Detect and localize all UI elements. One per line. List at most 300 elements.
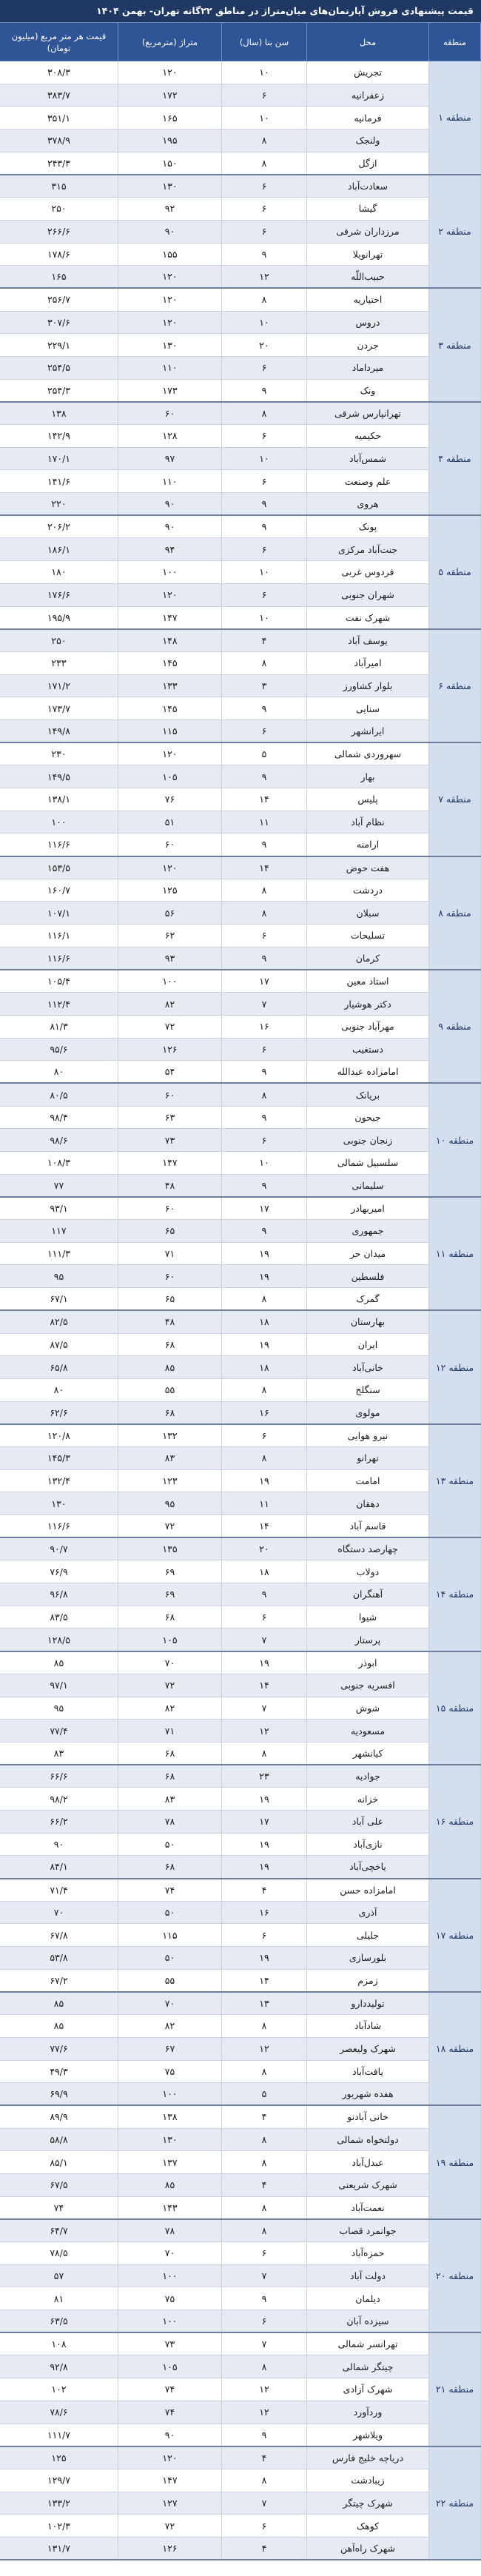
age-cell: ۱۸ — [222, 1356, 307, 1379]
district-cell: منطقه ۱۲ — [429, 1310, 481, 1423]
age-cell: ۷ — [222, 2264, 307, 2287]
area-cell: ۱۰۰ — [118, 2310, 222, 2333]
table-row — [0, 833, 481, 856]
district-cell: منطقه ۲۰ — [429, 2219, 481, 2332]
price-cell: ۸۵/۱ — [0, 2151, 118, 2174]
price-cell: ۱۰۵/۴ — [0, 970, 118, 993]
table-row — [0, 1446, 481, 1469]
price-cell: ۶۶/۲ — [0, 1810, 118, 1833]
price-cell: ۶۷/۱ — [0, 1288, 118, 1311]
price-cell: ۱۱۶/۶ — [0, 1515, 118, 1538]
place-cell: دروس — [307, 311, 429, 334]
price-cell: ۲۵۴/۵ — [0, 356, 118, 379]
age-cell: ۱۰ — [222, 311, 307, 334]
place-cell: تهرانپارس شرقی — [307, 402, 429, 425]
place-cell: جنت‌آباد مرکزی — [307, 538, 429, 561]
table-row — [0, 765, 481, 788]
table-row — [0, 1901, 481, 1924]
area-cell: ۴۸ — [118, 1174, 222, 1197]
area-cell: ۷۴ — [118, 1879, 222, 1902]
price-cell: ۱۷۸/۶ — [0, 243, 118, 266]
table-row — [0, 856, 481, 879]
place-cell: مهرآباد جنوبی — [307, 1015, 429, 1038]
age-cell: ۱۹ — [222, 1265, 307, 1288]
area-cell: ۷۳ — [118, 2332, 222, 2355]
age-cell: ۶ — [222, 583, 307, 606]
age-cell: ۶ — [222, 198, 307, 221]
age-cell: ۱۹ — [222, 1947, 307, 1970]
table-row — [0, 1424, 481, 1447]
area-cell: ۴۸ — [118, 1310, 222, 1333]
place-cell: میدان حر — [307, 1242, 429, 1265]
area-cell: ۱۱۵ — [118, 1924, 222, 1947]
area-cell: ۶۸ — [118, 1401, 222, 1424]
area-cell: ۱۰۰ — [118, 2264, 222, 2287]
place-cell: زعفرانیه — [307, 84, 429, 107]
table-row — [0, 447, 481, 470]
table-row — [0, 2287, 481, 2310]
area-cell: ۱۴۷ — [118, 1152, 222, 1175]
age-cell: ۵ — [222, 2083, 307, 2106]
age-cell: ۸ — [222, 152, 307, 175]
place-cell: جمهوری — [307, 1220, 429, 1243]
price-cell: ۱۳۲/۴ — [0, 1469, 118, 1492]
area-cell: ۱۲۰ — [118, 583, 222, 606]
area-cell: ۱۵۵ — [118, 243, 222, 266]
area-cell: ۷۱ — [118, 1720, 222, 1743]
area-cell: ۵۵ — [118, 1969, 222, 1992]
price-cell: ۱۴۹/۵ — [0, 765, 118, 788]
area-cell: ۵۰ — [118, 1947, 222, 1970]
table-row — [0, 402, 481, 425]
price-cell: ۷۰ — [0, 1901, 118, 1924]
age-cell: ۱۹ — [222, 1651, 307, 1674]
price-cell: ۶۳/۵ — [0, 2310, 118, 2333]
price-cell: ۲۵۴/۳ — [0, 379, 118, 402]
place-cell: ابوذر — [307, 1651, 429, 1674]
table-row — [0, 2060, 481, 2083]
place-cell: فردوس غربی — [307, 561, 429, 584]
price-cell: ۱۲۹/۷ — [0, 2469, 118, 2492]
table-row — [0, 1265, 481, 1288]
age-cell: ۳ — [222, 674, 307, 697]
table-row — [0, 970, 481, 993]
table-row — [0, 1152, 481, 1175]
age-cell: ۹ — [222, 1174, 307, 1197]
place-cell: سلسبیل شمالی — [307, 1152, 429, 1175]
table-row — [0, 1537, 481, 1560]
price-cell: ۲۴۳/۳ — [0, 152, 118, 175]
area-cell: ۱۲۰ — [118, 266, 222, 289]
table-row — [0, 1720, 481, 1743]
table-row — [0, 470, 481, 493]
area-cell: ۱۳۷ — [118, 2151, 222, 2174]
price-cell: ۹۰/۷ — [0, 1537, 118, 1560]
area-cell: ۶۰ — [118, 833, 222, 856]
area-cell: ۱۴۵ — [118, 697, 222, 720]
place-cell: شادآباد — [307, 2015, 429, 2038]
price-cell: ۲۵۰ — [0, 198, 118, 221]
area-cell: ۶۰ — [118, 1265, 222, 1288]
table-row — [0, 243, 481, 266]
price-cell: ۶۲/۶ — [0, 1401, 118, 1424]
age-cell: ۶ — [222, 2242, 307, 2265]
age-cell: ۱۶ — [222, 1015, 307, 1038]
place-cell: بلورسازی — [307, 1947, 429, 1970]
price-cell: ۸۵ — [0, 1651, 118, 1674]
place-cell: حبیب‌اللّه — [307, 266, 429, 289]
place-cell: ایران — [307, 1333, 429, 1356]
table-row — [0, 288, 481, 311]
table-row — [0, 1674, 481, 1697]
place-cell: جیحون — [307, 1106, 429, 1129]
place-cell: امامت — [307, 1469, 429, 1492]
district-cell: منطقه ۹ — [429, 970, 481, 1083]
area-cell: ۷۸ — [118, 2219, 222, 2242]
district-cell: منطقه ۵ — [429, 515, 481, 628]
area-cell: ۸۲ — [118, 993, 222, 1016]
place-cell: گیشا — [307, 198, 429, 221]
area-cell: ۹۲ — [118, 198, 222, 221]
place-cell: نیرو هوایی — [307, 1424, 429, 1447]
area-cell: ۹۰ — [118, 220, 222, 243]
place-cell: تهرانویلا — [307, 243, 429, 266]
table-row — [0, 1083, 481, 1106]
age-cell: ۱۷ — [222, 970, 307, 993]
area-cell: ۶۰ — [118, 1083, 222, 1106]
area-cell: ۷۳ — [118, 1129, 222, 1152]
table-row — [0, 1969, 481, 1992]
age-cell: ۹ — [222, 493, 307, 516]
age-cell: ۶ — [222, 1038, 307, 1061]
place-cell: گمرک — [307, 1288, 429, 1311]
age-cell: ۶ — [222, 2310, 307, 2333]
price-cell: ۱۰۸/۳ — [0, 1152, 118, 1175]
table-row — [0, 811, 481, 833]
price-cell: ۱۵۳/۵ — [0, 856, 118, 879]
table-row — [0, 2355, 481, 2378]
place-cell: پرستار — [307, 1629, 429, 1651]
place-cell: اختیاریه — [307, 288, 429, 311]
price-cell: ۷۴ — [0, 2196, 118, 2219]
district-cell: منطقه ۱۸ — [429, 1992, 481, 2105]
age-cell: ۸ — [222, 2128, 307, 2151]
price-cell: ۶۶/۶ — [0, 1765, 118, 1788]
district-cell: منطقه ۱ — [429, 61, 481, 175]
place-cell: تهرانو — [307, 1446, 429, 1469]
place-cell: ازگل — [307, 152, 429, 175]
age-cell: ۱۴ — [222, 1969, 307, 1992]
price-cell: ۳۸۳/۷ — [0, 84, 118, 107]
age-cell: ۹ — [222, 1106, 307, 1129]
age-cell: ۱۹ — [222, 1333, 307, 1356]
place-cell: شهرک شریعتی — [307, 2173, 429, 2196]
district-cell: منطقه ۲۲ — [429, 2446, 481, 2560]
area-cell: ۹۴ — [118, 538, 222, 561]
place-cell: جوانمرد قصاب — [307, 2219, 429, 2242]
area-cell: ۶۷ — [118, 2037, 222, 2060]
district-cell: منطقه ۱۳ — [429, 1424, 481, 1537]
price-cell: ۷۷ — [0, 1174, 118, 1197]
age-cell: ۸ — [222, 1083, 307, 1106]
table-row — [0, 311, 481, 334]
place-cell: تولیددارو — [307, 1992, 429, 2015]
table-row — [0, 606, 481, 629]
age-cell: ۶ — [222, 84, 307, 107]
age-cell: ۹ — [222, 947, 307, 970]
area-cell: ۱۰۵ — [118, 765, 222, 788]
price-cell: ۱۱۶/۶ — [0, 947, 118, 970]
age-cell: ۹ — [222, 833, 307, 856]
place-cell: شهرک ولیعصر — [307, 2037, 429, 2060]
price-cell: ۸۵ — [0, 1992, 118, 2015]
place-cell: ایرانشهر — [307, 720, 429, 742]
price-cell: ۶۷/۲ — [0, 1969, 118, 1992]
district-cell: منطقه ۸ — [429, 856, 481, 970]
price-cell: ۸۵ — [0, 2015, 118, 2038]
area-cell: ۱۲۸ — [118, 425, 222, 448]
place-cell: خزانه — [307, 1788, 429, 1811]
price-cell: ۷۶/۹ — [0, 1560, 118, 1583]
area-cell: ۸۲ — [118, 1697, 222, 1720]
area-cell: ۵۶ — [118, 902, 222, 925]
age-cell: ۶ — [222, 1924, 307, 1947]
table-row — [0, 538, 481, 561]
table-row — [0, 1038, 481, 1061]
table-row — [0, 1220, 481, 1243]
price-cell: ۱۳۱/۷ — [0, 2537, 118, 2560]
area-cell: ۶۸ — [118, 1333, 222, 1356]
place-cell: هفت حوض — [307, 856, 429, 879]
place-cell: کیانشهر — [307, 1742, 429, 1765]
table-row — [0, 1129, 481, 1152]
age-cell: ۵ — [222, 742, 307, 765]
table-header — [0, 23, 481, 61]
place-cell: شهرک چیتگر — [307, 2492, 429, 2515]
price-cell: ۹۸/۴ — [0, 1106, 118, 1129]
area-cell: ۷۱ — [118, 1242, 222, 1265]
table-row — [0, 1583, 481, 1606]
area-cell: ۱۴۷ — [118, 606, 222, 629]
age-cell: ۱۲ — [222, 1720, 307, 1743]
table-row — [0, 2242, 481, 2265]
area-cell: ۱۱۰ — [118, 356, 222, 379]
age-cell: ۹ — [222, 379, 307, 402]
area-cell: ۱۷۳ — [118, 379, 222, 402]
place-cell: دریاچه خلیج فارس — [307, 2446, 429, 2469]
age-cell: ۱۰ — [222, 61, 307, 84]
area-cell: ۷۶ — [118, 788, 222, 811]
price-cell: ۷۱/۴ — [0, 1879, 118, 1902]
district-cell: منطقه ۲ — [429, 175, 481, 288]
price-cell: ۱۰۸ — [0, 2332, 118, 2355]
age-cell: ۶ — [222, 220, 307, 243]
area-cell: ۱۳۸ — [118, 2105, 222, 2128]
area-cell: ۱۲۶ — [118, 1038, 222, 1061]
header-price: قیمت هر متر مربع (میلیون تومان) — [0, 23, 118, 61]
place-cell: تسلیحات — [307, 925, 429, 947]
table-row — [0, 1310, 481, 1333]
price-cell: ۴۹/۳ — [0, 2060, 118, 2083]
age-cell: ۴ — [222, 2105, 307, 2128]
table-row — [0, 198, 481, 221]
table-row — [0, 84, 481, 107]
table-row — [0, 61, 481, 84]
table-row — [0, 651, 481, 674]
table-row — [0, 1515, 481, 1538]
place-cell: کوهک — [307, 2515, 429, 2538]
place-cell: شمس‌آباد — [307, 447, 429, 470]
table-row — [0, 356, 481, 379]
table-row — [0, 1879, 481, 1902]
place-cell: امامزاده حسن — [307, 1879, 429, 1902]
table-row — [0, 1378, 481, 1401]
price-cell: ۹۵ — [0, 1265, 118, 1288]
price-cell: ۱۰۰ — [0, 811, 118, 833]
area-cell: ۶۸ — [118, 1606, 222, 1629]
place-cell: سلیمانی — [307, 1174, 429, 1197]
age-cell: ۶ — [222, 538, 307, 561]
age-cell: ۱۱ — [222, 1492, 307, 1515]
table-row — [0, 130, 481, 152]
age-cell: ۱۹ — [222, 1833, 307, 1856]
area-cell: ۷۲ — [118, 1015, 222, 1038]
place-cell: وردآورد — [307, 2401, 429, 2424]
place-cell: سعادت‌آباد — [307, 175, 429, 198]
table-row — [0, 266, 481, 289]
price-cell: ۱۳۸/۱ — [0, 788, 118, 811]
price-cell: ۲۵۶/۷ — [0, 288, 118, 311]
price-cell: ۱۳۳/۲ — [0, 2492, 118, 2515]
area-cell: ۸۲ — [118, 2015, 222, 2038]
area-cell: ۱۲۰ — [118, 2446, 222, 2469]
age-cell: ۸ — [222, 288, 307, 311]
place-cell: چیتگر شمالی — [307, 2355, 429, 2378]
header-age: سن بنا (سال) — [222, 23, 307, 61]
area-cell: ۷۴ — [118, 2401, 222, 2424]
price-cell: ۳۰۸/۳ — [0, 61, 118, 84]
place-cell: دولتخواه شمالی — [307, 2128, 429, 2151]
place-cell: هروی — [307, 493, 429, 516]
place-cell: سنگلج — [307, 1378, 429, 1401]
age-cell: ۹ — [222, 1220, 307, 1243]
price-cell: ۱۱۶/۱ — [0, 925, 118, 947]
price-cell: ۹۸/۶ — [0, 1129, 118, 1152]
place-cell: شهرک نفت — [307, 606, 429, 629]
table-row — [0, 1856, 481, 1879]
place-cell: مولوی — [307, 1401, 429, 1424]
price-cell: ۹۰ — [0, 1833, 118, 1856]
price-cell: ۱۱۷ — [0, 1220, 118, 1243]
area-cell: ۷۲ — [118, 1515, 222, 1538]
area-cell: ۸۵ — [118, 1356, 222, 1379]
district-cell: منطقه ۷ — [429, 742, 481, 856]
area-cell: ۶۵ — [118, 1288, 222, 1311]
area-cell: ۱۲۰ — [118, 742, 222, 765]
age-cell: ۱۰ — [222, 107, 307, 130]
age-cell: ۶ — [222, 425, 307, 448]
place-cell: دولت آباد — [307, 2264, 429, 2287]
table-row — [0, 1924, 481, 1947]
area-cell: ۶۵ — [118, 1220, 222, 1243]
place-cell: سنایی — [307, 697, 429, 720]
place-cell: یاخچی‌آباد — [307, 1856, 429, 1879]
place-cell: چهارصد دستگاه — [307, 1537, 429, 1560]
place-cell: جردن — [307, 334, 429, 357]
price-cell: ۶۴/۷ — [0, 2219, 118, 2242]
place-cell: آهنگران — [307, 1583, 429, 1606]
table-row — [0, 1697, 481, 1720]
place-cell: پونک — [307, 515, 429, 538]
price-cell: ۲۲۹/۱ — [0, 334, 118, 357]
place-cell: مرزداران شرقی — [307, 220, 429, 243]
age-cell: ۷ — [222, 1629, 307, 1651]
table-row — [0, 674, 481, 697]
age-cell: ۱۴ — [222, 856, 307, 879]
place-cell: سیزده آبان — [307, 2310, 429, 2333]
table-row — [0, 1401, 481, 1424]
place-cell: میرداماد — [307, 356, 429, 379]
price-cell: ۱۷۰/۱ — [0, 447, 118, 470]
age-cell: ۱۷ — [222, 1197, 307, 1220]
place-cell: خانی آبادنو — [307, 2105, 429, 2128]
header-district: منطقه — [429, 23, 481, 61]
table-row — [0, 515, 481, 538]
area-cell: ۷۵ — [118, 2060, 222, 2083]
place-cell: یافت‌آباد — [307, 2060, 429, 2083]
place-cell: تهرانسر شمالی — [307, 2332, 429, 2355]
table-row — [0, 1492, 481, 1515]
place-cell: زیبادشت — [307, 2469, 429, 2492]
place-cell: پلیس — [307, 788, 429, 811]
age-cell: ۶ — [222, 2515, 307, 2538]
table-row — [0, 1106, 481, 1129]
table-row — [0, 2424, 481, 2446]
district-cell: منطقه ۱۶ — [429, 1765, 481, 1878]
age-cell: ۸ — [222, 902, 307, 925]
place-cell: ولنجک — [307, 130, 429, 152]
age-cell: ۱۸ — [222, 1310, 307, 1333]
table-row — [0, 1061, 481, 1084]
price-cell: ۲۲۰ — [0, 493, 118, 516]
table-row — [0, 2173, 481, 2196]
age-cell: ۸ — [222, 2196, 307, 2219]
age-cell: ۱۴ — [222, 1674, 307, 1697]
header-area: متراژ (مترمربع) — [118, 23, 222, 61]
price-cell: ۸۰ — [0, 1378, 118, 1401]
price-cell: ۱۲۸/۵ — [0, 1629, 118, 1651]
area-cell: ۶۳ — [118, 1106, 222, 1129]
place-cell: بریانک — [307, 1083, 429, 1106]
price-cell: ۸۱ — [0, 2287, 118, 2310]
place-cell: ارامنه — [307, 833, 429, 856]
area-cell: ۵۱ — [118, 811, 222, 833]
place-cell: جلیلی — [307, 1924, 429, 1947]
place-cell: دکتر هوشیار — [307, 993, 429, 1016]
age-cell: ۸ — [222, 2015, 307, 2038]
table-row — [0, 1765, 481, 1788]
price-cell: ۳۵۱/۱ — [0, 107, 118, 130]
price-cell: ۱۹۵/۹ — [0, 606, 118, 629]
area-cell: ۱۰۰ — [118, 970, 222, 993]
price-cell: ۲۰۶/۲ — [0, 515, 118, 538]
table-row — [0, 742, 481, 765]
place-cell: نازی‌آباد — [307, 1833, 429, 1856]
district-cell: منطقه ۱۵ — [429, 1651, 481, 1765]
price-cell: ۱۰۷/۱ — [0, 902, 118, 925]
area-cell: ۱۴۷ — [118, 2469, 222, 2492]
area-cell: ۱۲۰ — [118, 856, 222, 879]
